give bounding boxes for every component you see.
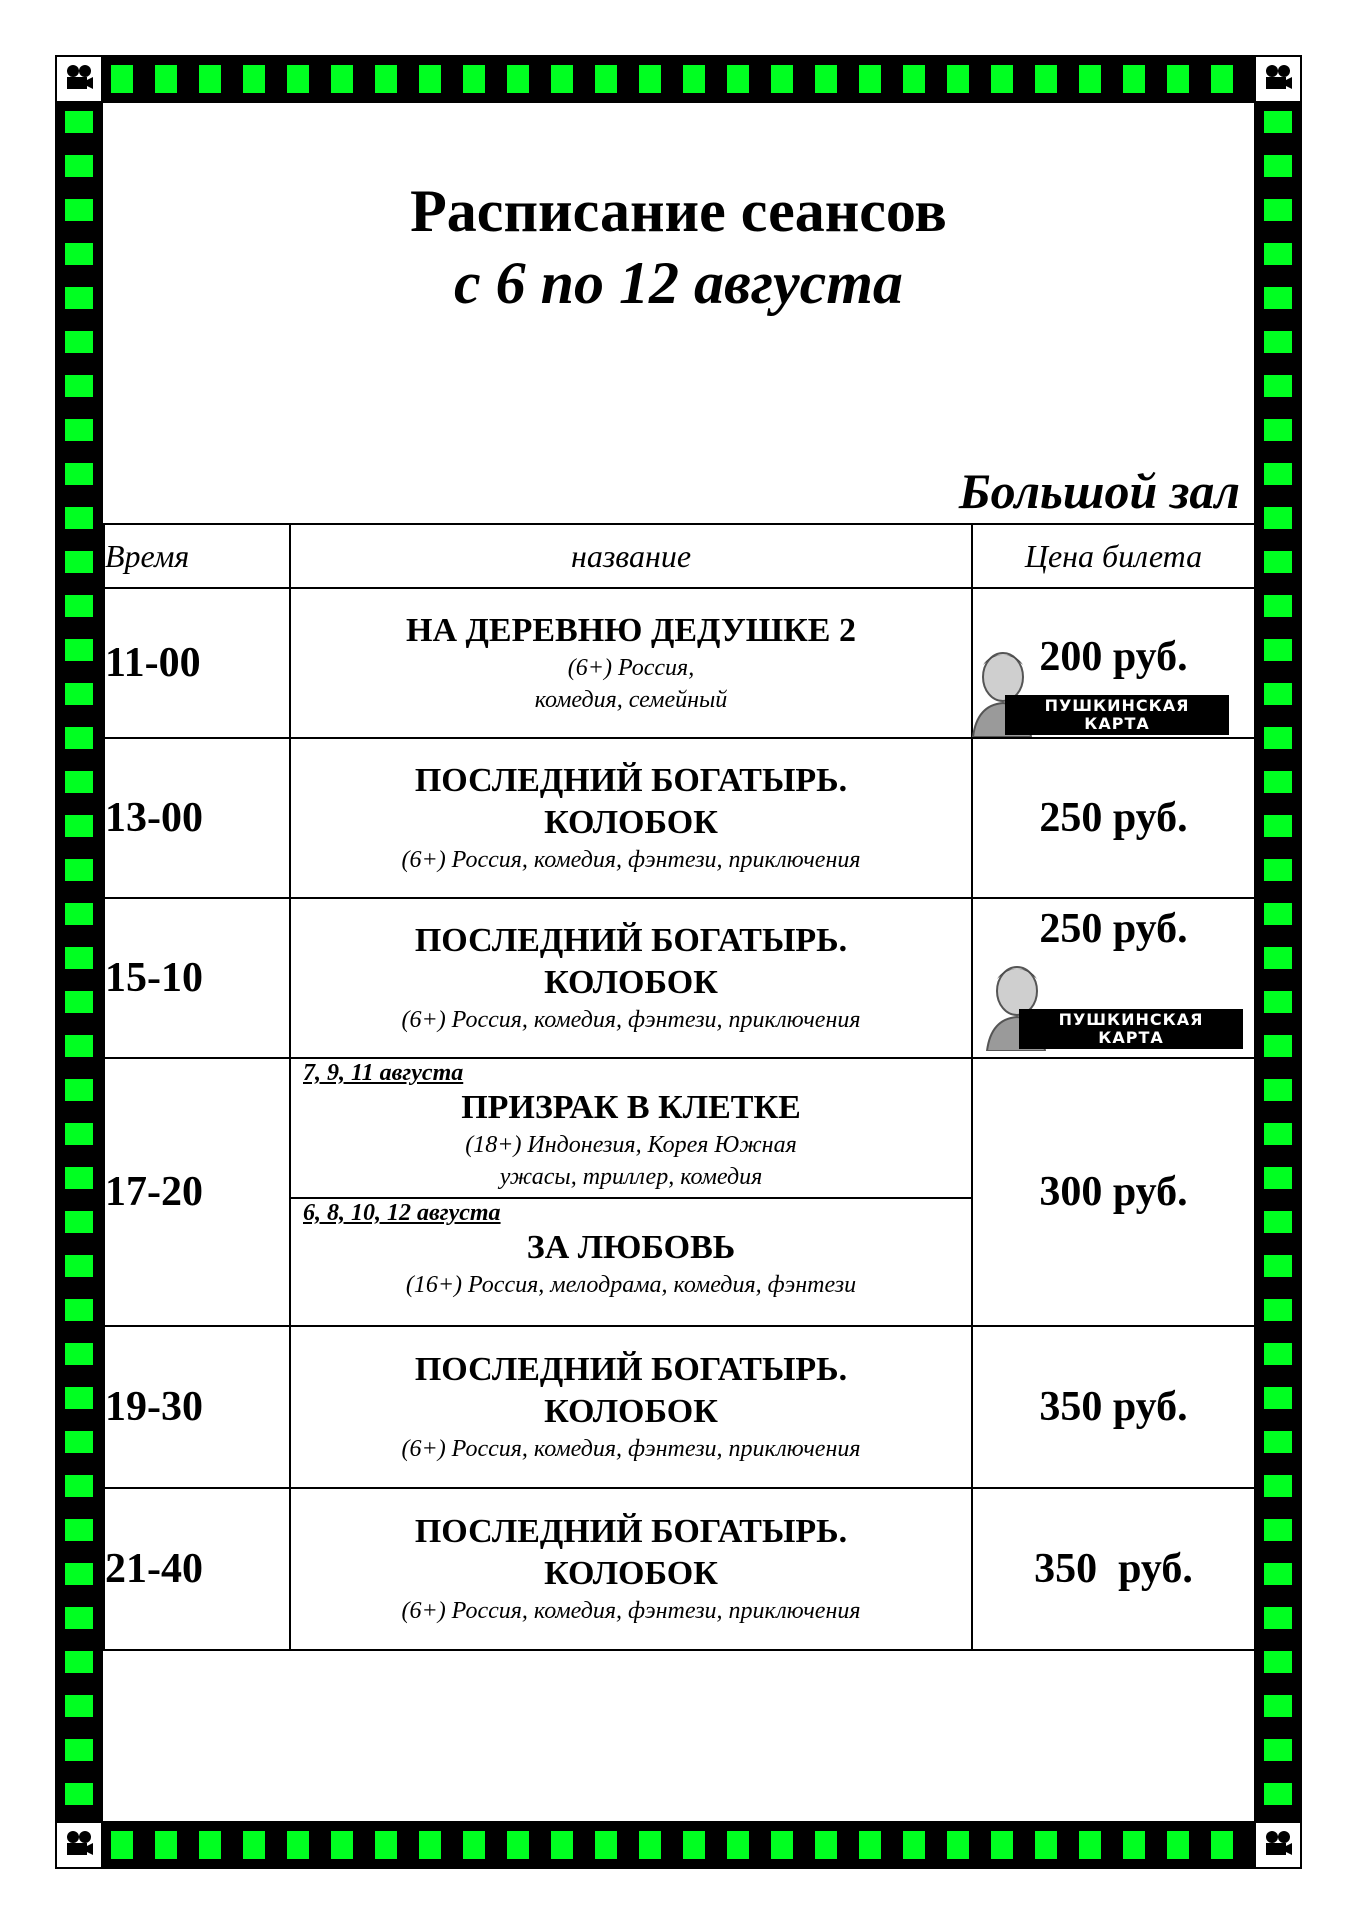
film-title: ПОСЛЕДНИЙ БОГАТЫРЬ. [414,922,848,959]
session-film [290,1198,972,1326]
table-row [104,1488,1255,1650]
film-camera-icon [55,55,103,103]
film-meta: комедия, семейный [534,687,728,713]
session-time: 21-40 [104,1488,290,1650]
hall-name: Большой зал [958,463,1240,519]
film-title: ПОСЛЕДНИЙ БОГАТЫРЬ. [414,762,848,799]
film-meta: (6+) Россия, комедия, фэнтези, приключения [401,1007,861,1033]
film-meta: (6+) Россия, [567,655,695,681]
table-row [104,1058,1255,1198]
session-film [290,588,972,738]
session-time: 11-00 [104,588,290,738]
header-name: название [290,524,972,588]
film-meta: ужасы, триллер, комедия [499,1164,763,1190]
table-header-row [104,524,1255,588]
table-row [104,898,1255,1058]
film-title: ПРИЗРАК В КЛЕТКЕ [461,1089,801,1126]
film-dates: 6, 8, 10, 12 августа [303,1200,501,1226]
film-dates: 7, 9, 11 августа [303,1060,464,1086]
film-meta: (6+) Россия, комедия, фэнтези, приключения [401,1436,861,1462]
pushkin-card-label: ПУШКИНСКАЯ КАРТА [1005,695,1229,735]
session-price-cell [972,898,1255,1058]
film-strip-left [55,55,103,1869]
film-title: ЗА ЛЮБОВЬ [526,1229,736,1266]
film-title: НА ДЕРЕВНЮ ДЕДУШКЕ 2 [406,612,856,649]
session-price: 350 руб. [972,1326,1255,1488]
session-film [290,898,972,1058]
session-time: 17-20 [104,1058,290,1326]
film-strip-top [55,55,1302,103]
film-meta: (18+) Индонезия, Корея Южная [465,1132,797,1158]
film-camera-icon [55,1821,103,1869]
session-price: 200 руб. [1039,634,1188,680]
pushkin-card-logo [979,961,1249,1051]
session-film [290,1488,972,1650]
film-camera-icon [1254,55,1302,103]
film-meta: (6+) Россия, комедия, фэнтези, приключения [401,1598,861,1624]
table-row [104,1326,1255,1488]
session-time: 15-10 [104,898,290,1058]
film-title: КОЛОБОК [544,804,718,841]
film-meta: (16+) Россия, мелодрама, комедия, фэнтези [405,1272,857,1298]
session-price: 250 руб. [1039,906,1188,952]
schedule-page [103,103,1254,1821]
header-price: Цена билета [972,524,1255,588]
page-title [103,175,1254,319]
title-line-1: Расписание сеансов [410,178,947,244]
schedule-table [103,523,1256,1651]
film-title: КОЛОБОК [544,1555,718,1592]
session-time: 13-00 [104,738,290,898]
film-title: КОЛОБОК [544,1393,718,1430]
table-row [104,738,1255,898]
film-strip-right [1254,55,1302,1869]
session-film [290,738,972,898]
table-row [104,588,1255,738]
session-film [290,1326,972,1488]
session-price: 250 руб. [972,738,1255,898]
film-meta: (6+) Россия, комедия, фэнтези, приключения [401,847,861,873]
session-time: 19-30 [104,1326,290,1488]
title-line-2: с 6 по 12 августа [454,250,903,316]
session-film [290,1058,972,1198]
session-price: 350 руб. [972,1488,1255,1650]
film-camera-icon [1254,1821,1302,1869]
film-title: КОЛОБОК [544,964,718,1001]
film-title: ПОСЛЕДНИЙ БОГАТЫРЬ. [414,1513,848,1550]
session-price: 300 руб. [972,1058,1255,1326]
session-price-cell [972,588,1255,738]
film-title: ПОСЛЕДНИЙ БОГАТЫРЬ. [414,1351,848,1388]
header-time: Время [104,524,290,588]
film-strip-bottom [55,1821,1302,1869]
pushkin-card-label: ПУШКИНСКАЯ КАРТА [1019,1009,1243,1049]
